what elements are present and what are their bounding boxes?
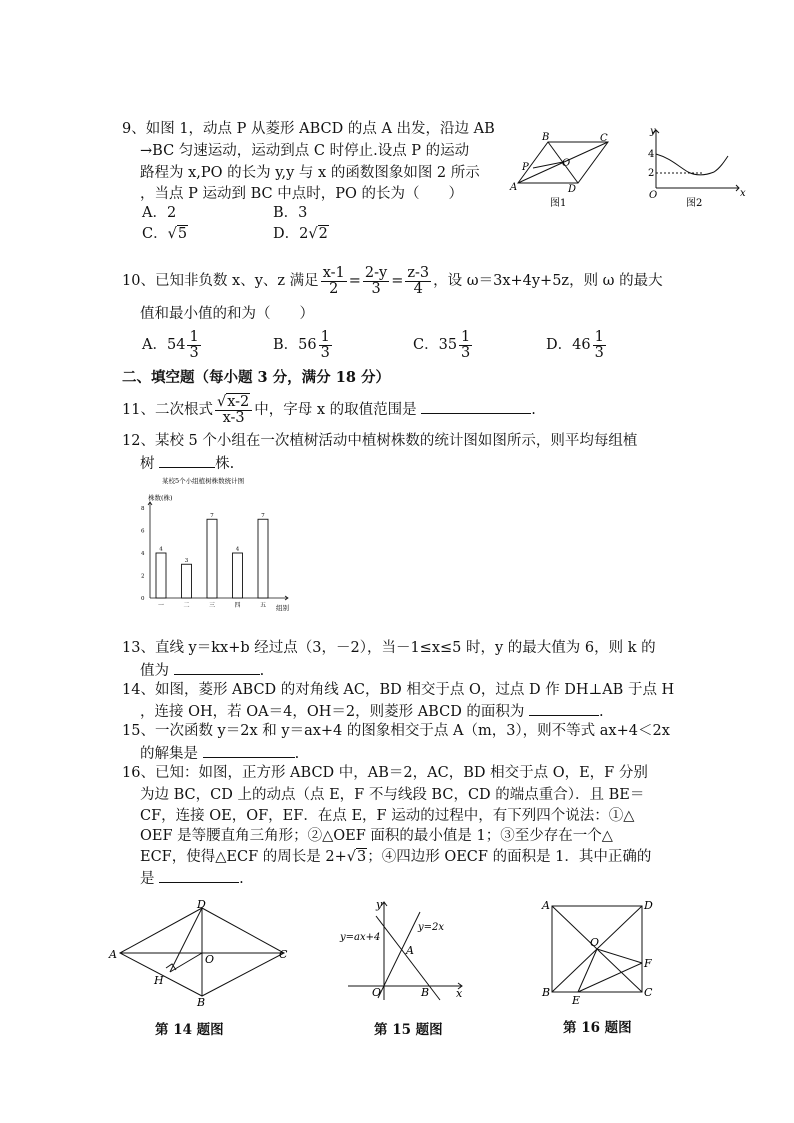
q9-option-b: B．3 [273, 205, 308, 221]
q10-line-1: 10、已知非负数 x、y、z 满足 $\frac{x-1}{2}$ = $\frac{2-y}{3}$ = $\frac{z-3}{4}$ ，设 ω＝3x+4y+5z，则 ω 的最大 [122, 264, 663, 297]
q16-line-4: OEF 是等腰直角三角形；②△OEF 面积的最小值是 1；③至少存在一个△ [140, 828, 613, 844]
chart-bar [258, 519, 268, 598]
chart-ytick-label: 2 [141, 573, 145, 580]
q10-option-a: A．54 $\frac{1}{3}$ [142, 328, 199, 361]
fig2-label-x: x [740, 188, 746, 199]
q10-option-b: B．56 $\frac{1}{3}$ [273, 328, 330, 361]
chart-data-label: 7 [261, 512, 265, 519]
fig15-label-a: A [406, 944, 414, 957]
q16-line-5: ECF，使得△ECF 的周长是 2+√3；④四边形 OECF 的面积是 1．其中正确的 [140, 849, 652, 865]
chart-category-label: 三 [208, 602, 216, 609]
fig14-label-d: D [197, 898, 206, 911]
q9-line-2: →BC 匀速运动，运动到点 C 时停止.设点 P 的运动 [140, 143, 470, 159]
fig16-label-f: F [644, 957, 652, 970]
q16-answer-blank[interactable] [159, 868, 239, 883]
fig1-label-p: P [522, 162, 529, 173]
q9-option-d: D．2√2 [273, 226, 328, 242]
q16-line-1: 16、已知：如图，正方形 ABCD 中，AB＝2，AC，BD 相交于点 O，E，F 分别 [122, 765, 648, 781]
figure-14 [106, 898, 292, 1008]
fig15-label-line1: y=ax+4 [340, 932, 381, 943]
chart-data-label: 4 [235, 546, 240, 553]
figure-15-caption: 第 15 题图 [374, 1022, 443, 1038]
q13-line-2: 值为 . [140, 660, 264, 681]
figure-15 [336, 896, 472, 1008]
q16-line-3: CF，连接 OE，OF，EF．在点 E，F 运动的过程中，有下列四个说法：①△ [140, 808, 635, 824]
fig2-caption: 图2 [686, 198, 703, 209]
fig2-tick-2: 2 [648, 168, 655, 179]
fig16-label-a: A [542, 899, 550, 912]
q13-line-1: 13、直线 y＝kx+b 经过点（3，－2），当－1≤x≤5 时，y 的最大值为 6，则 k 的 [122, 640, 656, 656]
fig1-label-b: B [542, 132, 550, 143]
fig16-label-d: D [644, 899, 653, 912]
chart-ytick-label: 6 [141, 528, 145, 535]
q10-line-2: 值和最小值的和为（ ） [140, 306, 314, 322]
figure-16-caption: 第 16 题图 [563, 1020, 632, 1036]
chart-category-label: 四 [234, 602, 241, 609]
fig14-label-a: A [109, 948, 117, 961]
q14-answer-blank[interactable] [529, 701, 599, 716]
q10-option-c: C．35 $\frac{1}{3}$ [413, 328, 471, 361]
fig16-label-o: O [590, 936, 600, 949]
q13-answer-blank[interactable] [174, 660, 260, 675]
q15-line-2: 的解集是 . [140, 743, 299, 764]
chart-bar [156, 553, 166, 598]
chart-data-label: 4 [159, 546, 163, 553]
fig1-label-d: D [568, 184, 577, 195]
q16-line-6: 是 . [140, 868, 244, 889]
fig16-label-c: C [644, 986, 653, 999]
q11-line: 11、二次根式 $\frac{√x-2}{x-3}$ 中，字母 x 的取值范围是 . [122, 393, 536, 426]
q9-line-4: ，当点 P 运动到 BC 中点时，PO 的长为（ ） [140, 186, 463, 202]
fig14-label-o: O [205, 953, 215, 966]
fig14-label-h: H [154, 974, 164, 987]
q16-line-2: 为边 BC，CD 上的动点（点 E，F 不与线段 BC，CD 的端点重合）．且 BE＝ [140, 787, 645, 803]
fig2-label-y: y [650, 126, 656, 137]
q12-answer-blank[interactable] [159, 453, 215, 468]
fig14-label-c: C [279, 948, 288, 961]
chart-category-label: 二 [183, 602, 190, 609]
q9-figure-2 [644, 126, 748, 210]
fig1-label-o: O [562, 158, 571, 169]
fig2-tick-4: 4 [648, 149, 655, 160]
q14-line-2: ，连接 OH，若 OA＝4，OH＝2，则菱形 ABCD 的面积为 . [140, 701, 604, 722]
fig15-label-o: O [372, 986, 382, 999]
q15-answer-blank[interactable] [203, 743, 295, 758]
figure-14-caption: 第 14 题图 [155, 1022, 224, 1038]
q12-line-2: 树 株. [140, 453, 234, 474]
chart-xlabel: 组别 [276, 604, 289, 612]
chart-ytick-label: 0 [141, 596, 145, 602]
q9-line-1: 9、如图 1，动点 P 从菱形 ABCD 的点 A 出发，沿边 AB [122, 121, 495, 137]
fig2-label-o: O [649, 190, 658, 201]
fig15-label-line2: y=2x [418, 922, 445, 933]
fig15-label-x: x [456, 987, 463, 1000]
q12-line-1: 12、某校 5 个小组在一次植树活动中植树株数的统计图如图所示，则平均每组植 [122, 433, 638, 449]
chart-bar [233, 553, 243, 598]
q9-option-a: A．2 [142, 205, 177, 221]
fig14-label-b: B [197, 996, 206, 1008]
fig1-caption: 图1 [550, 198, 567, 209]
q9-option-c: C．√5 [142, 226, 188, 242]
bar-chart [128, 476, 300, 614]
q9-line-3: 路程为 x,PO 的长为 y,y 与 x 的函数图象如图 2 所示 [140, 165, 480, 181]
chart-category-label: 五 [259, 602, 267, 609]
q11-answer-blank[interactable] [421, 399, 531, 414]
q14-line-1: 14、如图，菱形 ABCD 的对角线 AC，BD 相交于点 O，过点 D 作 DH⊥AB 于点 H [122, 682, 675, 698]
q9-figure-1 [508, 128, 616, 210]
chart-ytick-label: 4 [141, 551, 145, 557]
fig15-label-b: B [421, 986, 430, 999]
fig1-label-a: A [510, 182, 518, 193]
q15-line-1: 15、一次函数 y＝2x 和 y＝ax+4 的图象相交于点 A（m，3），则不等式 ax+4＜2x [122, 723, 670, 739]
chart-data-label: 7 [210, 512, 214, 519]
chart-title: 某校5个小组植树株数统计图 [162, 477, 245, 485]
fig15-label-y: y [376, 898, 383, 911]
section-2-title: 二、填空题（每小题 3 分，满分 18 分） [122, 369, 390, 386]
chart-category-label: 一 [157, 602, 165, 609]
fig16-label-b: B [542, 986, 551, 999]
chart-bar [182, 564, 192, 598]
chart-ytick-label: 8 [141, 506, 145, 512]
fig1-label-c: C [600, 133, 608, 144]
chart-ylabel: 株数(株) [148, 494, 173, 502]
q10-option-d: D．46 $\frac{1}{3}$ [546, 328, 604, 361]
chart-bar [207, 519, 217, 598]
fig16-label-e: E [572, 994, 581, 1007]
figure-16 [538, 896, 656, 1008]
chart-data-label: 3 [184, 557, 189, 564]
